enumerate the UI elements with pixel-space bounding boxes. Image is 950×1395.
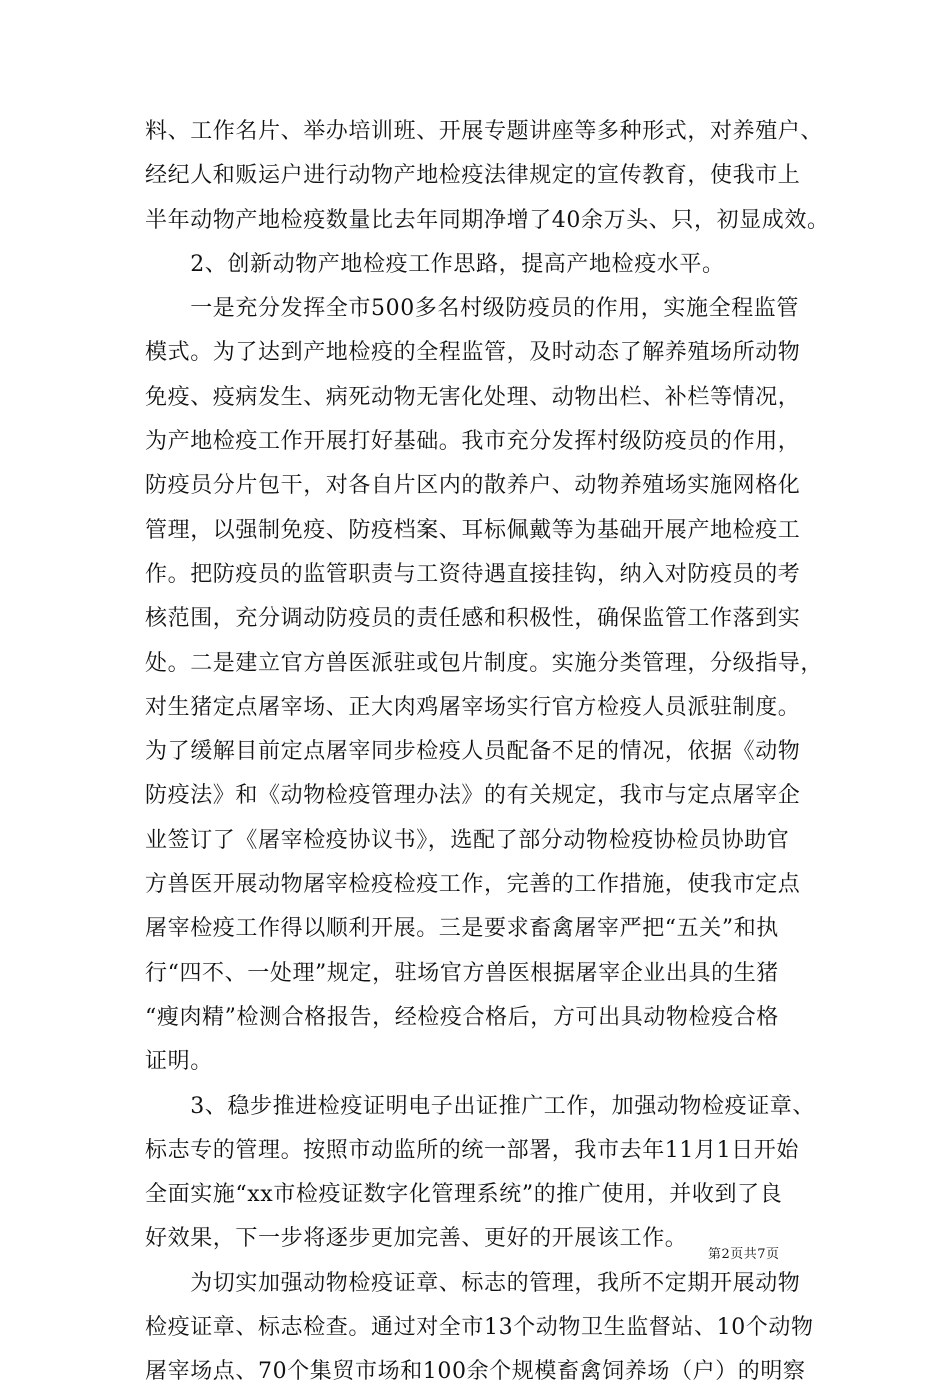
text-line: 标志专的管理。按照市动监所的统一部署，我市去年11月1日开始 xyxy=(145,1137,799,1163)
text-line: “瘦肉精”检测合格报告，经检疫合格后，方可出具动物检疫合格 xyxy=(145,1004,779,1030)
text-line: 屠宰场点、70个集贸市场和100余个规模畜禽饲养场（户）的明察 xyxy=(145,1359,806,1385)
text-line: 料、工作名片、举办培训班、开展专题讲座等多种形式，对养殖户、 xyxy=(145,119,824,144)
text-line: 业签订了《屠宰检疫协议书》，选配了部分动物检疫协检员协助官 xyxy=(145,827,790,853)
text-line: 防疫法》和《动物检疫管理办法》的有关规定，我市与定点屠宰企 xyxy=(145,783,801,809)
section-heading: 3、稳步推进检疫证明电子出证推广工作，加强动物检疫证章、 xyxy=(145,1093,815,1119)
text-line: 为产地检疫工作开展打好基础。我市充分发挥村级防疫员的作用， xyxy=(145,429,801,455)
text-line: 经纪人和贩运户进行动物产地检疫法律规定的宣传教育，使我市上 xyxy=(145,163,801,189)
text-line: 为了缓解目前定点屠宰同步检疫人员配备不足的情况，依据《动物 xyxy=(145,739,801,765)
text-line: 证明。 xyxy=(145,1049,213,1075)
text-line: 处。二是建立官方兽医派驻或包片制度。实施分类管理，分级指导， xyxy=(145,650,824,676)
text-line: 行“四不、一处理”规定，驻场官方兽医根据屠宰企业出具的生猪 xyxy=(145,960,779,986)
text-line: 防疫员分片包干，对各自片区内的散养户、动物养殖场实施网格化 xyxy=(145,473,801,499)
text-line: 核范围，充分调动防疫员的责任感和积极性，确保监管工作落到实 xyxy=(145,606,801,632)
text-line: 半年动物产地检疫数量比去年同期净增了40余万头、只，初显成效。 xyxy=(145,207,830,233)
text-line: 对生猪定点屠宰场、正大肉鸡屠宰场实行官方检疫人员派驻制度。 xyxy=(145,694,801,720)
text-line: 检疫证章、标志检查。通过对全市13个动物卫生监督站、10个动物 xyxy=(145,1315,814,1341)
text-line: 屠宰检疫工作得以顺利开展。三是要求畜禽屠宰严把“五关”和执 xyxy=(145,916,779,942)
page-number-footer: 第2页共7页 xyxy=(708,1247,780,1262)
text-line: 方兽医开展动物屠宰检疫检疫工作，完善的工作措施，使我市定点 xyxy=(145,872,801,898)
section-heading: 2、创新动物产地检疫工作思路，提高产地检疫水平。 xyxy=(145,251,725,277)
text-line: 全面实施“xx市检疫证数字化管理系统”的推广使用，并收到了良 xyxy=(145,1182,783,1208)
text-line: 免疫、疫病发生、病死动物无害化处理、动物出栏、补栏等情况， xyxy=(145,384,801,410)
text-line: 作。把防疫员的监管职责与工资待遇直接挂钩，纳入对防疫员的考 xyxy=(145,561,801,587)
text-line: 管理，以强制免疫、防疫档案、耳标佩戴等为基础开展产地检疫工 xyxy=(145,517,801,543)
text-line: 好效果，下一步将逐步更加完善、更好的开展该工作。 xyxy=(145,1226,688,1252)
text-line: 模式。为了达到产地检疫的全程监管，及时动态了解养殖场所动物 xyxy=(145,340,801,366)
text-line: 一是充分发挥全市500多名村级防疫员的作用，实施全程监管 xyxy=(145,296,799,322)
text-line: 为切实加强动物检疫证章、标志的管理，我所不定期开展动物 xyxy=(145,1270,801,1296)
document-body xyxy=(145,110,830,1395)
